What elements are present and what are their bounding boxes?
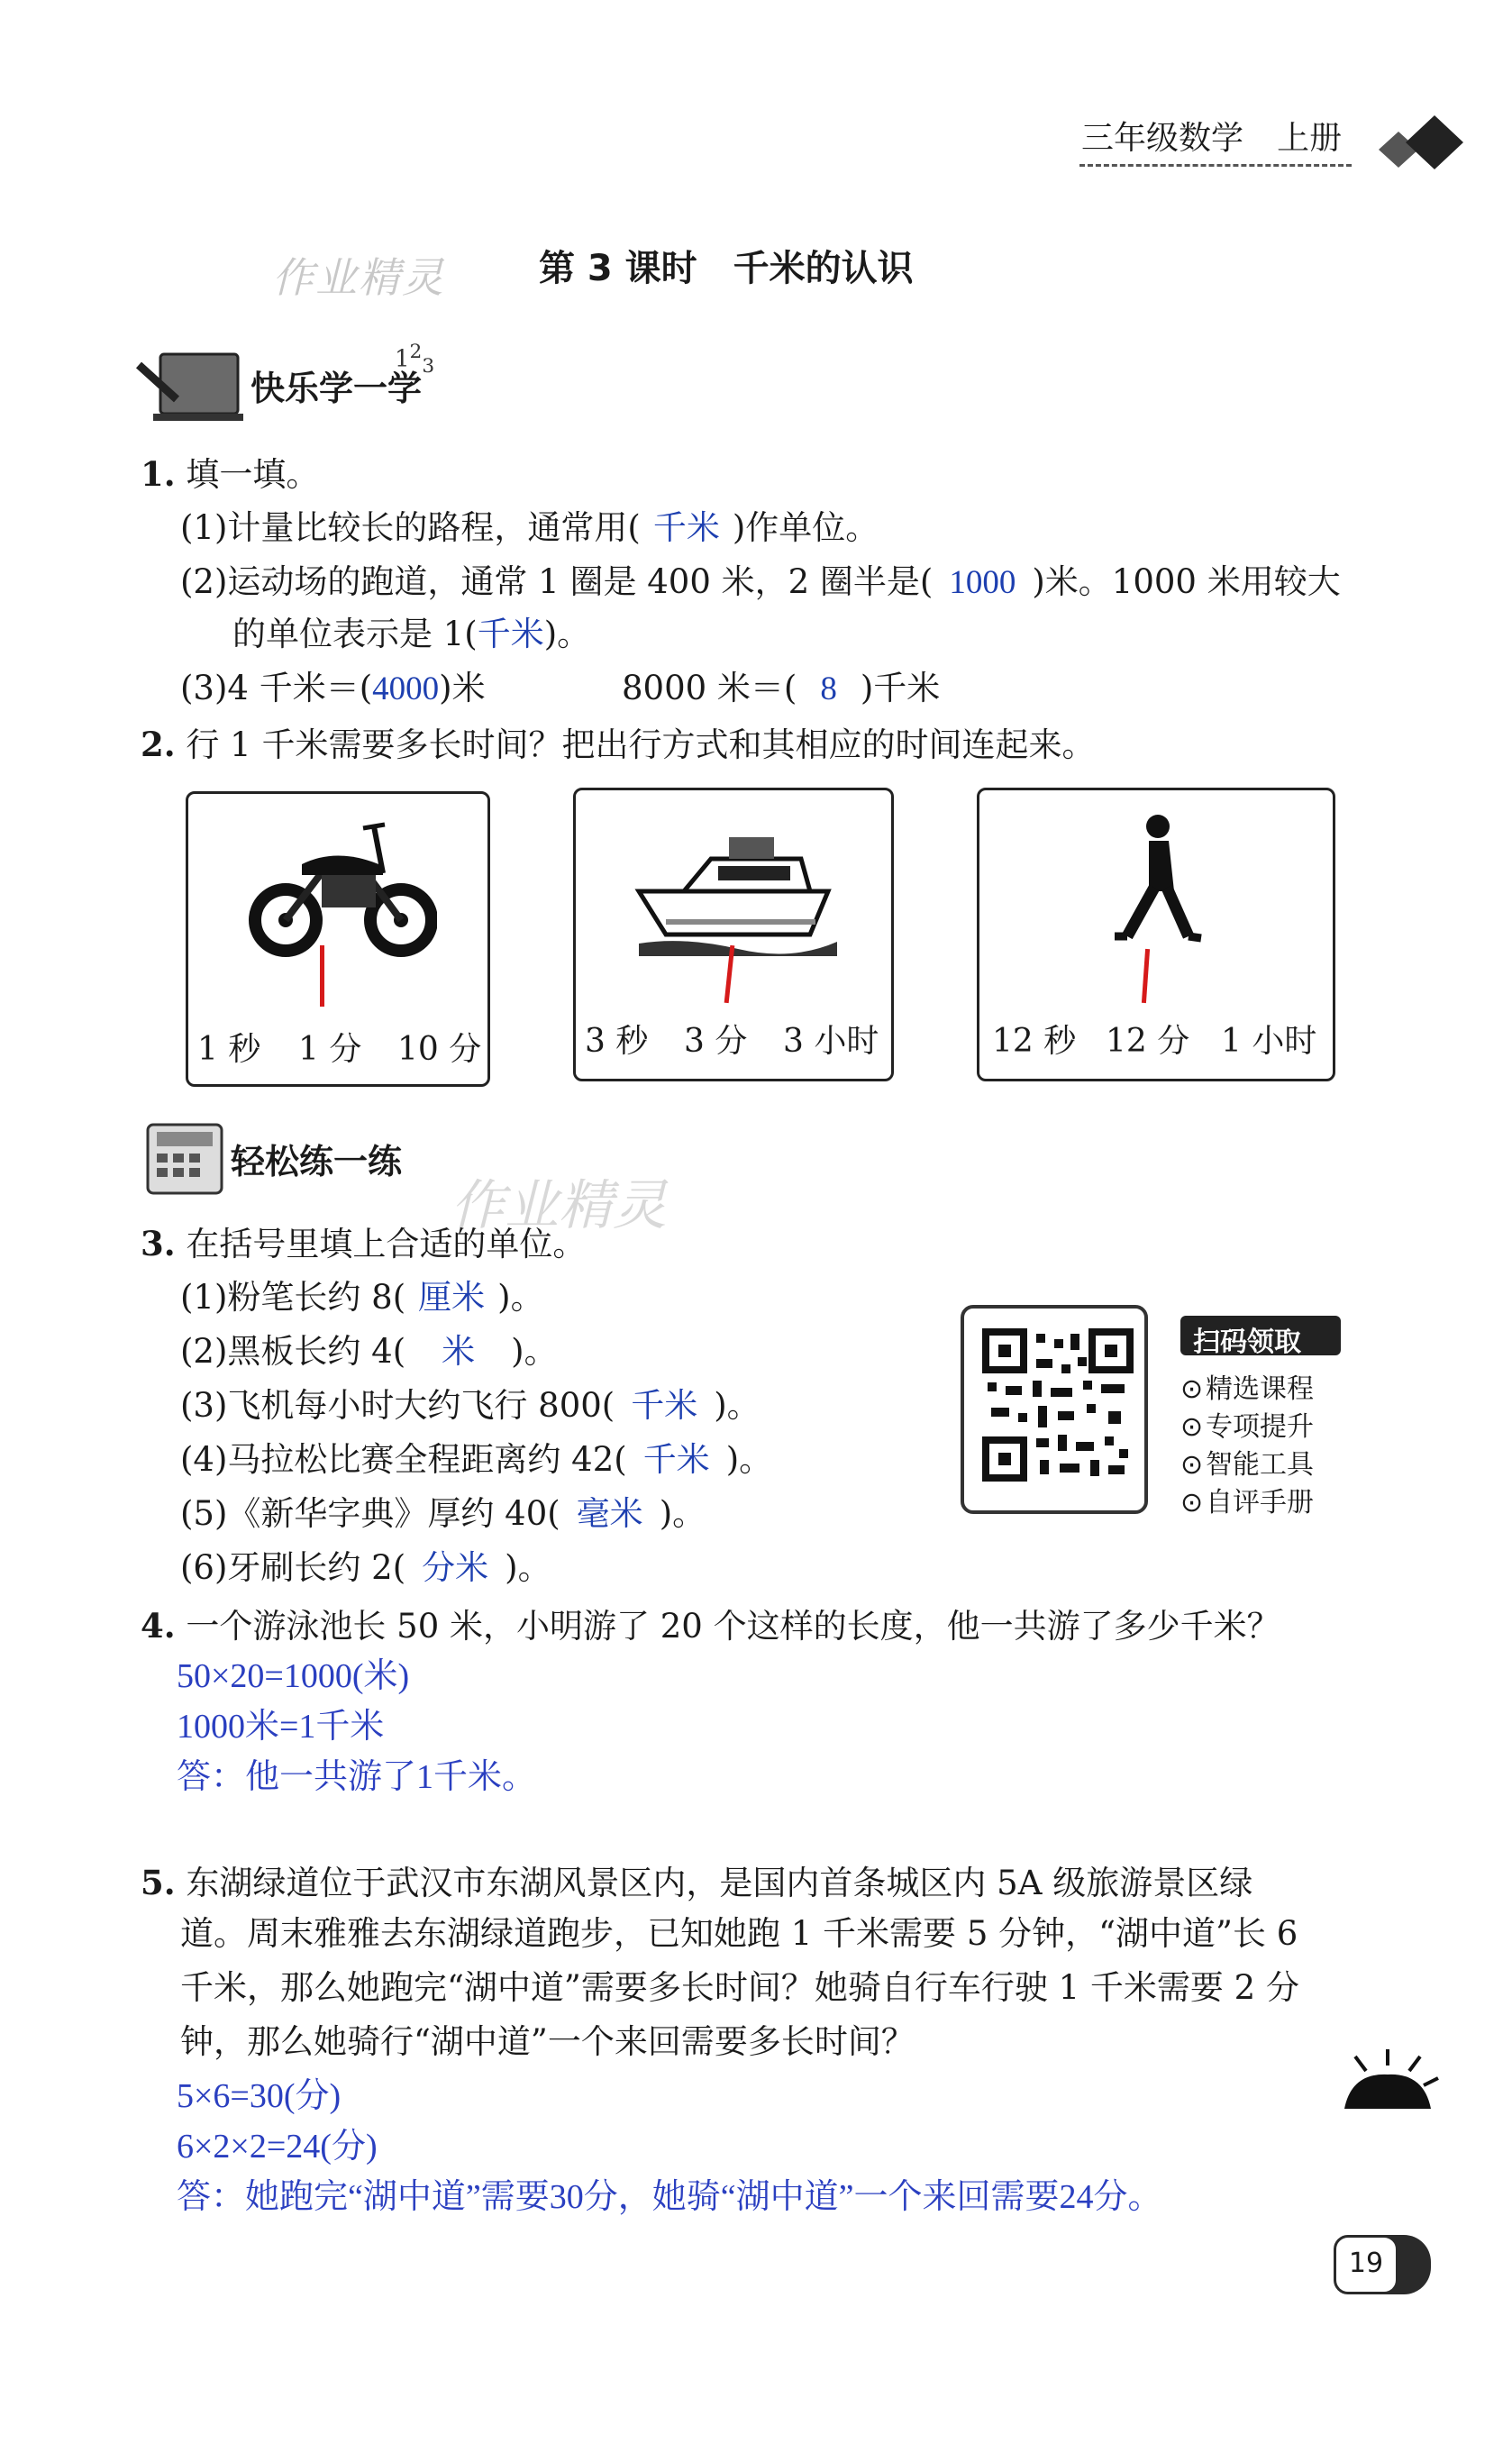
q3-item-1-text: (1)粉笔长约 8( — [180, 1278, 406, 1317]
box2-option-2: 3 分 — [684, 1023, 748, 1060]
qr-list — [1180, 1366, 1314, 1518]
q4-heading — [141, 1602, 1280, 1650]
q5-answer-line-3: 答：她跑完“湖中道”需要30分，她骑“湖中道”一个来回需要24分。 — [177, 2178, 1162, 2216]
motorcycle-icon — [248, 819, 437, 963]
q3-item-1-tail: )。 — [497, 1278, 544, 1317]
qr-item-2: 专项提升 — [1206, 1411, 1314, 1443]
q3-title: 在括号里填上合适的单位。 — [186, 1225, 587, 1263]
motorcycle-box — [186, 791, 490, 1087]
q1-number: 1. — [141, 454, 176, 494]
numbers-decoration: $1^2_3$ — [395, 341, 435, 378]
q5-line-3: 千米，那么她跑完“湖中道”需要多长时间？她骑自行车行驶 1 千米需要 2 分 — [180, 1968, 1299, 2007]
header-underline — [1079, 164, 1352, 167]
walker-box — [977, 788, 1335, 1081]
box3-option-1: 12 秒 — [992, 1023, 1077, 1060]
q2-heading — [141, 721, 1095, 769]
q1-item-3b-answer: 8 — [820, 670, 837, 707]
check-circle-icon: ⊙ — [1180, 1373, 1204, 1405]
blackboard-icon — [135, 347, 243, 428]
qr-code-icon[interactable] — [982, 1328, 1134, 1482]
q3-item-6-text: (6)牙刷长约 2( — [180, 1548, 406, 1587]
q3-item-5-text: (5)《新华字典》厚约 40( — [180, 1494, 560, 1533]
q3-item-5-answer: 毫米 — [576, 1496, 643, 1533]
watermark: 作业精灵 — [272, 253, 445, 302]
lesson-title: 第 3 课时 千米的认识 — [539, 248, 914, 289]
q3-item-4-text: (4)马拉松比赛全程距离约 42( — [180, 1440, 627, 1479]
q3-item-2-answer: 米 — [442, 1334, 476, 1371]
q4-title: 一个游泳池长 50 米，小明游了 20 个这样的长度，他一共游了多少千米？ — [186, 1607, 1280, 1646]
q1-title: 填一填。 — [186, 455, 320, 494]
q3-item-1-answer: 厘米 — [418, 1280, 486, 1317]
section-practice: 轻松练一练 — [231, 1142, 403, 1181]
q3-item-1 — [180, 1274, 544, 1322]
diamond-decoration-icon — [1361, 106, 1469, 178]
q1-item-3b-tail: )千米 — [860, 669, 941, 707]
qr-item-3: 智能工具 — [1206, 1449, 1314, 1481]
box2-option-1: 3 秒 — [585, 1023, 649, 1060]
q1-item-3b-text: 8000 米＝( — [622, 669, 797, 707]
q3-item-4 — [180, 1436, 772, 1484]
box2-option-3: 3 小时 — [783, 1023, 879, 1060]
boat-box — [573, 788, 894, 1081]
q1-item-3a-text: (3)4 千米＝( — [180, 669, 373, 707]
q3-heading — [141, 1220, 586, 1268]
q1-item-1-tail: )作单位。 — [732, 508, 879, 547]
q5-heading — [141, 1855, 1252, 1911]
book-volume: 上册 — [1277, 120, 1343, 157]
q5-answer-line-2: 6×2×2=24(分) — [177, 2128, 378, 2166]
q3-item-5-tail: )。 — [659, 1494, 706, 1533]
box1-option-3: 10 分 — [397, 1031, 482, 1068]
qr-header-badge[interactable] — [1180, 1316, 1341, 1358]
page-number: 19 — [1334, 2235, 1398, 2294]
q3-item-3-text: (3)飞机每小时大约飞行 800( — [180, 1386, 615, 1425]
q1-item-3a-tail: )米 — [439, 669, 486, 707]
q1-item-2-tail: )米。1000 米用较大 — [1032, 562, 1341, 601]
qr-header-text: 扫码领取 — [1193, 1327, 1301, 1358]
qr-item-1: 精选课程 — [1206, 1373, 1314, 1405]
qr-item — [1180, 1442, 1314, 1480]
q1-item-3a — [180, 665, 486, 713]
q3-item-5 — [180, 1491, 706, 1538]
q1-item-2 — [180, 559, 1341, 606]
q1-heading — [141, 451, 319, 498]
qr-item — [1180, 1404, 1314, 1442]
watermark-2: 作业精灵 — [451, 1174, 667, 1237]
box1-option-1: 1 秒 — [197, 1031, 261, 1068]
q1-item-2b-answer: 千米 — [477, 616, 544, 653]
q3-item-6-answer: 分米 — [422, 1550, 489, 1587]
box3-option-2: 12 分 — [1106, 1023, 1190, 1060]
check-circle-icon: ⊙ — [1180, 1487, 1204, 1518]
check-circle-icon: ⊙ — [1180, 1411, 1204, 1443]
box1-option-2: 1 分 — [298, 1031, 362, 1068]
q5-number: 5. — [141, 1863, 176, 1902]
q3-item-3 — [180, 1382, 761, 1430]
book-name: 三年级数学 — [1081, 120, 1244, 157]
q3-item-6 — [180, 1545, 551, 1592]
q5-answer-line-1: 5×6=30(分) — [177, 2077, 342, 2115]
q3-item-3-answer: 千米 — [631, 1388, 698, 1425]
q1-item-2-answer: 1000 — [949, 564, 1016, 601]
qr-frame — [961, 1305, 1148, 1514]
q3-item-3-tail: )。 — [714, 1386, 761, 1425]
q5-line-2: 道。周末雅雅去东湖绿道跑步，已知她跑 1 千米需要 5 分钟，“湖中道”长 6 — [180, 1914, 1298, 1953]
q4-number: 4. — [141, 1606, 176, 1646]
q3-item-2-tail: )。 — [511, 1332, 558, 1371]
q3-item-4-tail: )。 — [725, 1440, 773, 1479]
q2-title: 行 1 千米需要多长时间？把出行方式和其相应的时间连起来。 — [186, 725, 1096, 764]
q4-answer-line-3: 答：他一共游了1千米。 — [177, 1758, 537, 1796]
qr-item-4: 自评手册 — [1206, 1487, 1314, 1518]
q3-number: 3. — [141, 1224, 176, 1263]
q1-item-2b — [232, 611, 590, 659]
q1-item-2b-text: 的单位表示是 1( — [232, 615, 478, 653]
q4-answer-line-2: 1000米=1千米 — [177, 1708, 385, 1746]
q5-line-1: 东湖绿道位于武汉市东湖风景区内，是国内首条城区内 5A 级旅游景区绿 — [186, 1864, 1253, 1902]
qr-item — [1180, 1366, 1314, 1404]
calculator-icon — [141, 1119, 231, 1200]
match-line-1 — [320, 945, 324, 1007]
section-happy-learn: 快乐学一学 — [250, 369, 423, 408]
header-title — [1081, 115, 1342, 162]
box3-option-3: 1 小时 — [1221, 1023, 1317, 1060]
q3-item-2 — [180, 1328, 558, 1376]
q4-answer-line-1: 50×20=1000(米) — [177, 1657, 410, 1695]
q1-item-1-answer: 千米 — [652, 510, 720, 547]
q2-number: 2. — [141, 725, 176, 764]
q5-line-4: 钟，那么她骑行“湖中道”一个来回需要多长时间？ — [180, 2022, 915, 2061]
q3-item-4-answer: 千米 — [642, 1442, 710, 1479]
q1-item-2b-tail: )。 — [543, 615, 591, 653]
q1-item-2-text: (2)运动场的跑道，通常 1 圈是 400 米，2 圈半是( — [180, 562, 934, 601]
q1-item-1-text: (1)计量比较长的路程，通常用( — [180, 508, 641, 547]
qr-item — [1180, 1480, 1314, 1518]
check-circle-icon: ⊙ — [1180, 1449, 1204, 1481]
sun-decoration-icon — [1334, 2046, 1442, 2118]
q1-item-3b — [622, 665, 940, 713]
q1-item-3a-answer: 4000 — [372, 670, 440, 707]
q3-item-6-tail: )。 — [505, 1548, 551, 1587]
q1-item-1 — [180, 505, 879, 552]
q3-item-2-text: (2)黑板长约 4( — [180, 1332, 406, 1371]
boat-icon — [630, 808, 846, 962]
page-number-badge — [1334, 2235, 1431, 2294]
walking-person-icon — [1106, 810, 1214, 963]
